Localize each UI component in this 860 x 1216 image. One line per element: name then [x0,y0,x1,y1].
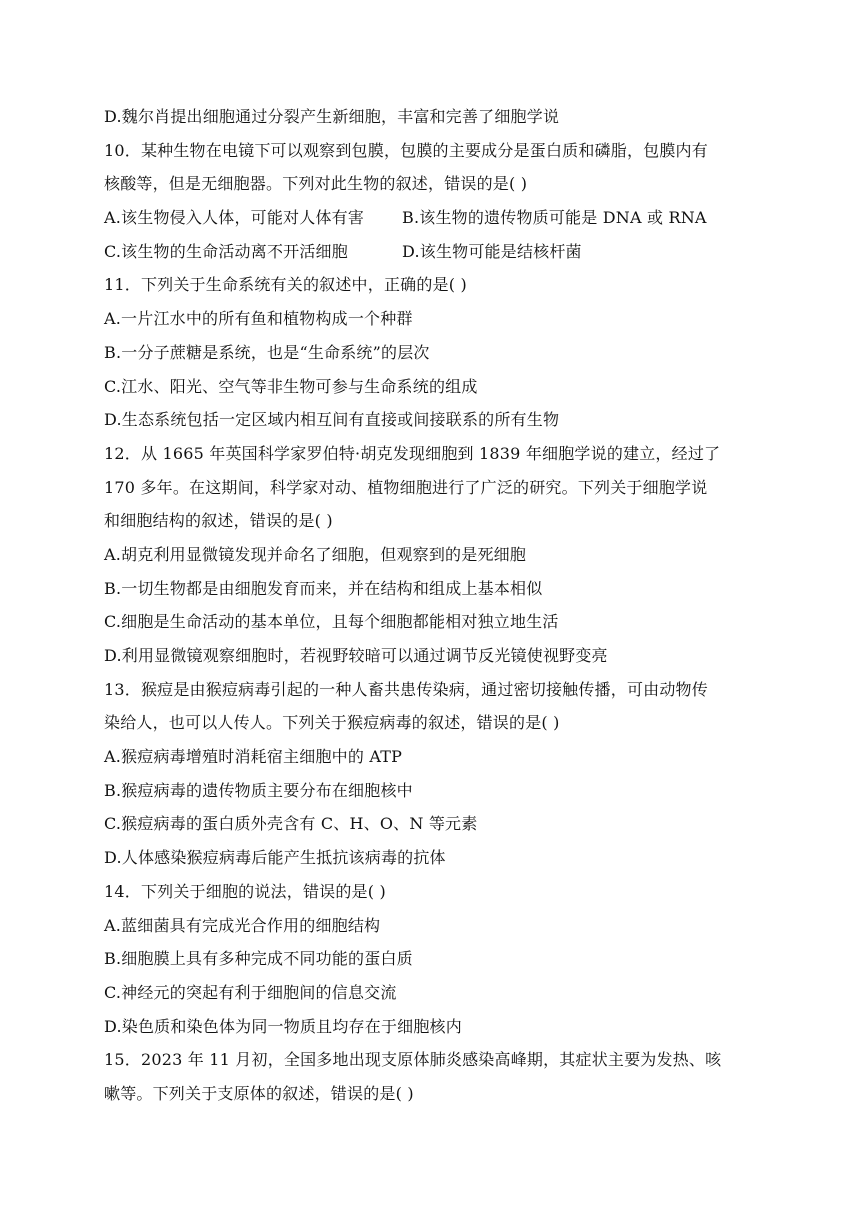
q15-stem-line-2: 嗽等。下列关于支原体的叙述，错误的是( ) [104,1083,414,1103]
q14-option-c: C.神经元的突起有利于细胞间的信息交流 [104,982,397,1002]
question-11 [104,268,754,436]
q12-stem-line-1: 12．从 1665 年英国科学家罗伯特·胡克发现细胞到 1839 年细胞学说的建立，经过了 [104,443,721,463]
q12-option-a: A.胡克利用显微镜发现并命名了细胞，但观察到的是死细胞 [104,544,527,564]
q10-option-d: D.该生物可能是结核杆菌 [402,241,582,261]
q14-option-d: D.染色质和染色体为同一物质且均存在于细胞核内 [104,1016,462,1036]
q13-stem-line-2: 染给人，也可以人传人。下列关于猴痘病毒的叙述，错误的是( ) [104,713,560,733]
q11-stem-line-1: 11．下列关于生命系统有关的叙述中，正确的是( ) [104,275,467,295]
q10-option-a: A.该生物侵入人体，可能对人体有害 [104,208,365,228]
q13-option-a: A.猴痘病毒增殖时消耗宿主细胞中的 ATP [104,747,403,767]
q13-option-c: C.猴痘病毒的蛋白质外壳含有 C、H、O、N 等元素 [104,814,478,834]
q10-options-row-1 [104,201,754,235]
question-13 [104,673,754,875]
question-15 [104,1043,754,1110]
q11-option-c: C.江水、阳光、空气等非生物可参与生命系统的组成 [104,376,478,396]
q14-stem-line-1: 14．下列关于细胞的说法，错误的是( ) [104,881,386,901]
q13-option-b: B.猴痘病毒的遗传物质主要分布在细胞核中 [104,780,413,800]
question-12 [104,437,754,673]
q12-stem-line-3: 和细胞结构的叙述，错误的是( ) [104,511,333,531]
q12-option-c: C.细胞是生命活动的基本单位，且每个细胞都能相对独立地生活 [104,612,559,632]
q15-stem-line-1: 15．2023 年 11 月初，全国多地出现支原体肺炎感染高峰期，其症状主要为发热、咳 [104,1050,722,1070]
q11-option-b: B.一分子蔗糖是系统，也是“生命系统”的层次 [104,342,430,362]
q13-option-d: D.人体感染猴痘病毒后能产生抵抗该病毒的抗体 [104,848,446,868]
q12-option-d: D.利用显微镜观察细胞时，若视野较暗可以通过调节反光镜使视野变亮 [104,646,608,665]
q12-stem-line-2: 170 多年。在这期间，科学家对动、植物细胞进行了广泛的研究。下列关于细胞学说 [104,477,708,497]
q10-option-c: C.该生物的生命活动离不开活细胞 [104,241,348,261]
question-10 [104,134,754,269]
q11-option-a: A.一片江水中的所有鱼和植物构成一个种群 [104,309,413,329]
q10-stem-line-2: 核酸等，但是无细胞器。下列对此生物的叙述，错误的是( ) [104,174,528,194]
q13-stem-line-1: 13．猴痘是由猴痘病毒引起的一种人畜共患传染病，通过密切接触传播，可由动物传 [104,679,708,699]
q10-option-b: B.该生物的遗传物质可能是 DNA 或 RNA [402,208,707,228]
document-page [104,100,754,1111]
question-14 [104,875,754,1043]
q14-option-a: A.蓝细菌具有完成光合作用的细胞结构 [104,915,381,935]
q11-option-d: D.生态系统包括一定区域内相互间有直接或间接联系的所有生物 [104,410,560,430]
q12-option-b: B.一切生物都是由细胞发育而来，并在结构和组成上基本相似 [104,578,543,598]
q10-options-row-2 [104,235,754,269]
q10-stem-line-1: 10．某种生物在电镜下可以观察到包膜，包膜的主要成分是蛋白质和磷脂，包膜内有 [104,140,708,160]
q14-option-b: B.细胞膜上具有多种完成不同功能的蛋白质 [104,949,413,969]
q9-option-d: D.魏尔肖提出细胞通过分裂产生新细胞，丰富和完善了细胞学说 [104,107,560,126]
